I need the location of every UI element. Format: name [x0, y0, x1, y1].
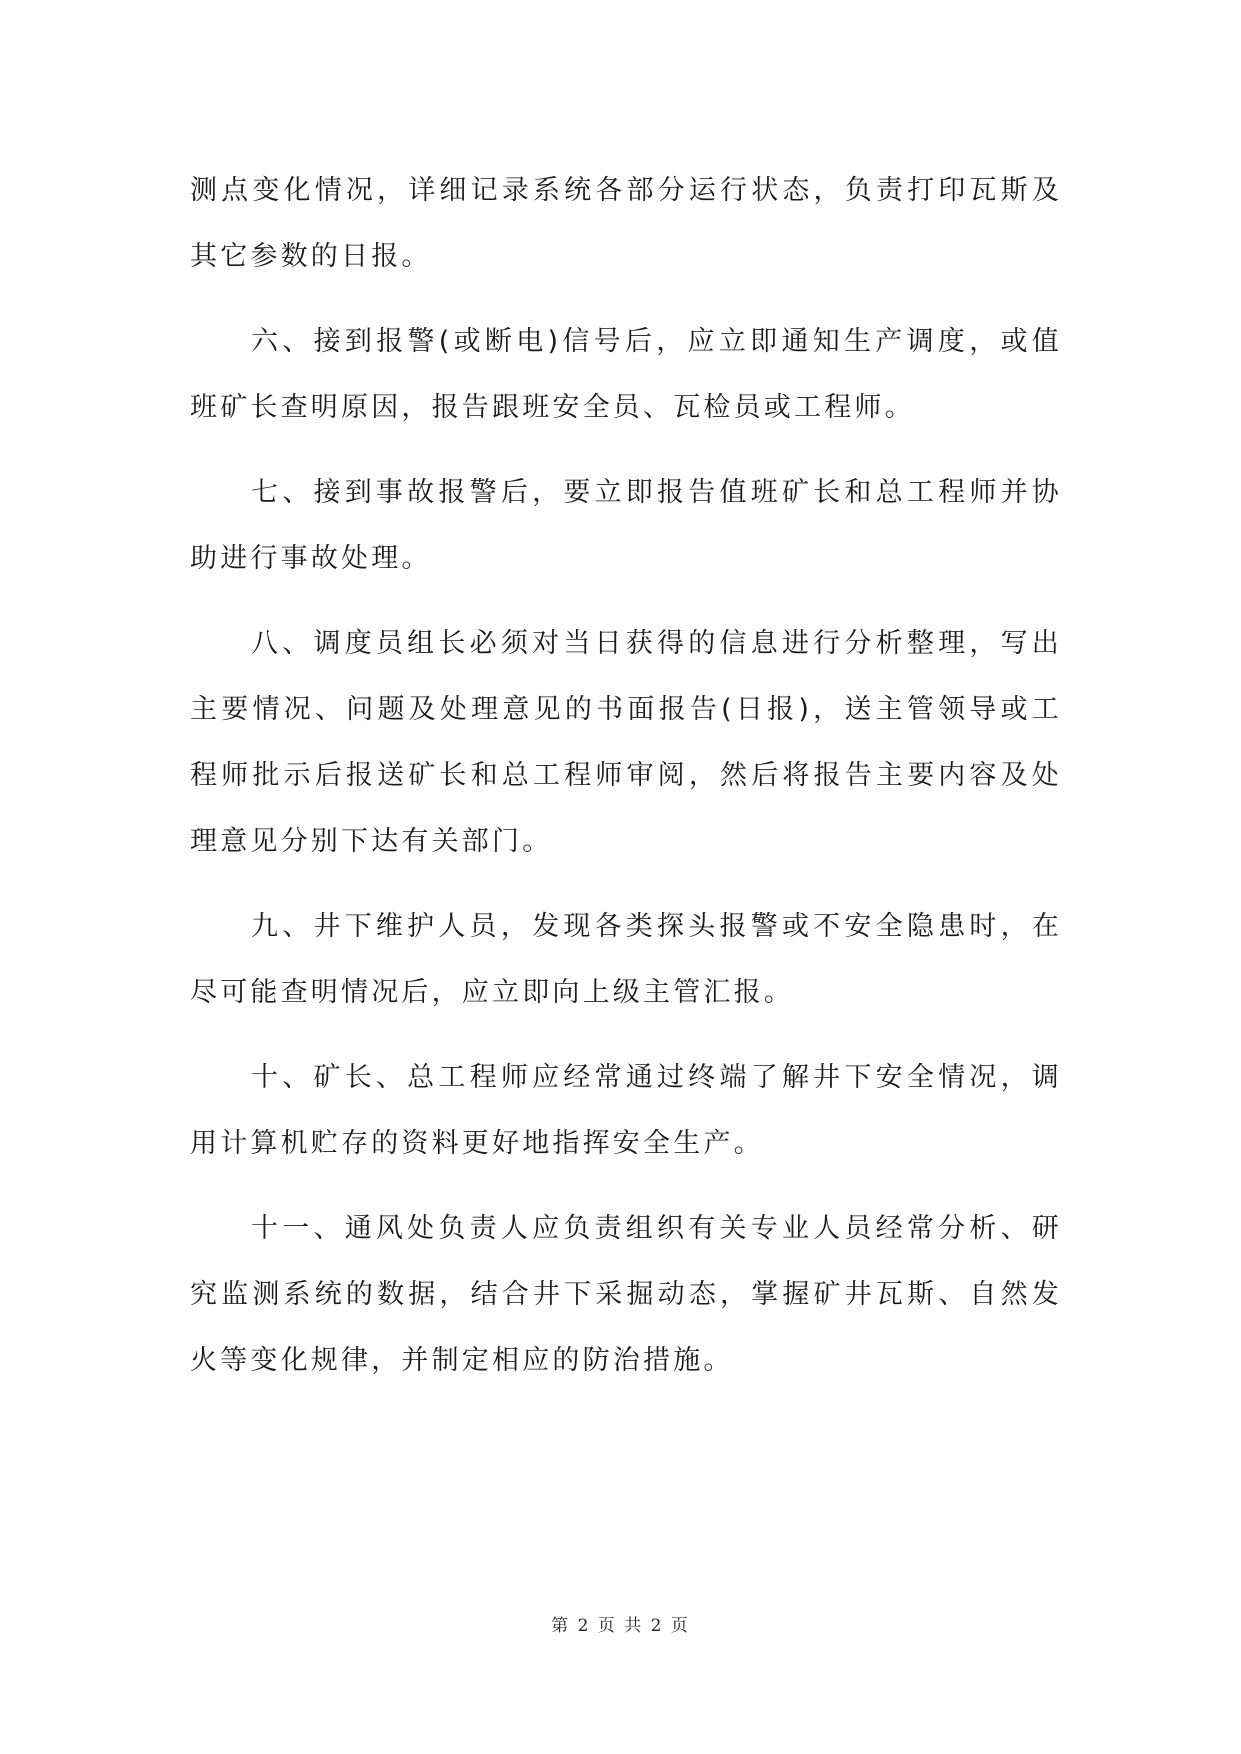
- paragraph-item-8: 八、调度员组长必须对当日获得的信息进行分析整理，写出主要情况、问题及处理意见的书面报告(日报)，送主管领导或工程师批示后报送矿长和总工程师审阅，然后将报告主要内容及处理意见分别下达有关部门。: [190, 628, 1062, 857]
- paragraph-item-10: 十、矿长、总工程师应经常通过终端了解井下安全情况，调用计算机贮存的资料更好地指挥安全生产。: [190, 1062, 1062, 1159]
- paragraph-continuation: 测点变化情况，详细记录系统各部分运行状态，负责打印瓦斯及其它参数的日报。: [190, 175, 1062, 272]
- paragraph-item-9: 九、井下维护人员，发现各类探头报警或不安全隐患时，在尽可能查明情况后，应立即向上级主管汇报。: [190, 911, 1062, 1008]
- document-body: [190, 158, 1062, 1413]
- page-number-footer: 第 2 页 共 2 页: [551, 1616, 690, 1636]
- paragraph-item-11: 十一、通风处负责人应负责组织有关专业人员经常分析、研究监测系统的数据，结合井下采掘动态，掌握矿井瓦斯、自然发火等变化规律，并制定相应的防治措施。: [190, 1213, 1062, 1376]
- paragraph-item-7: 七、接到事故报警后，要立即报告值班矿长和总工程师并协助进行事故处理。: [190, 477, 1062, 574]
- paragraph-item-6: 六、接到报警(或断电)信号后，应立即通知生产调度，或值班矿长查明原因，报告跟班安全员、瓦检员或工程师。: [190, 326, 1062, 423]
